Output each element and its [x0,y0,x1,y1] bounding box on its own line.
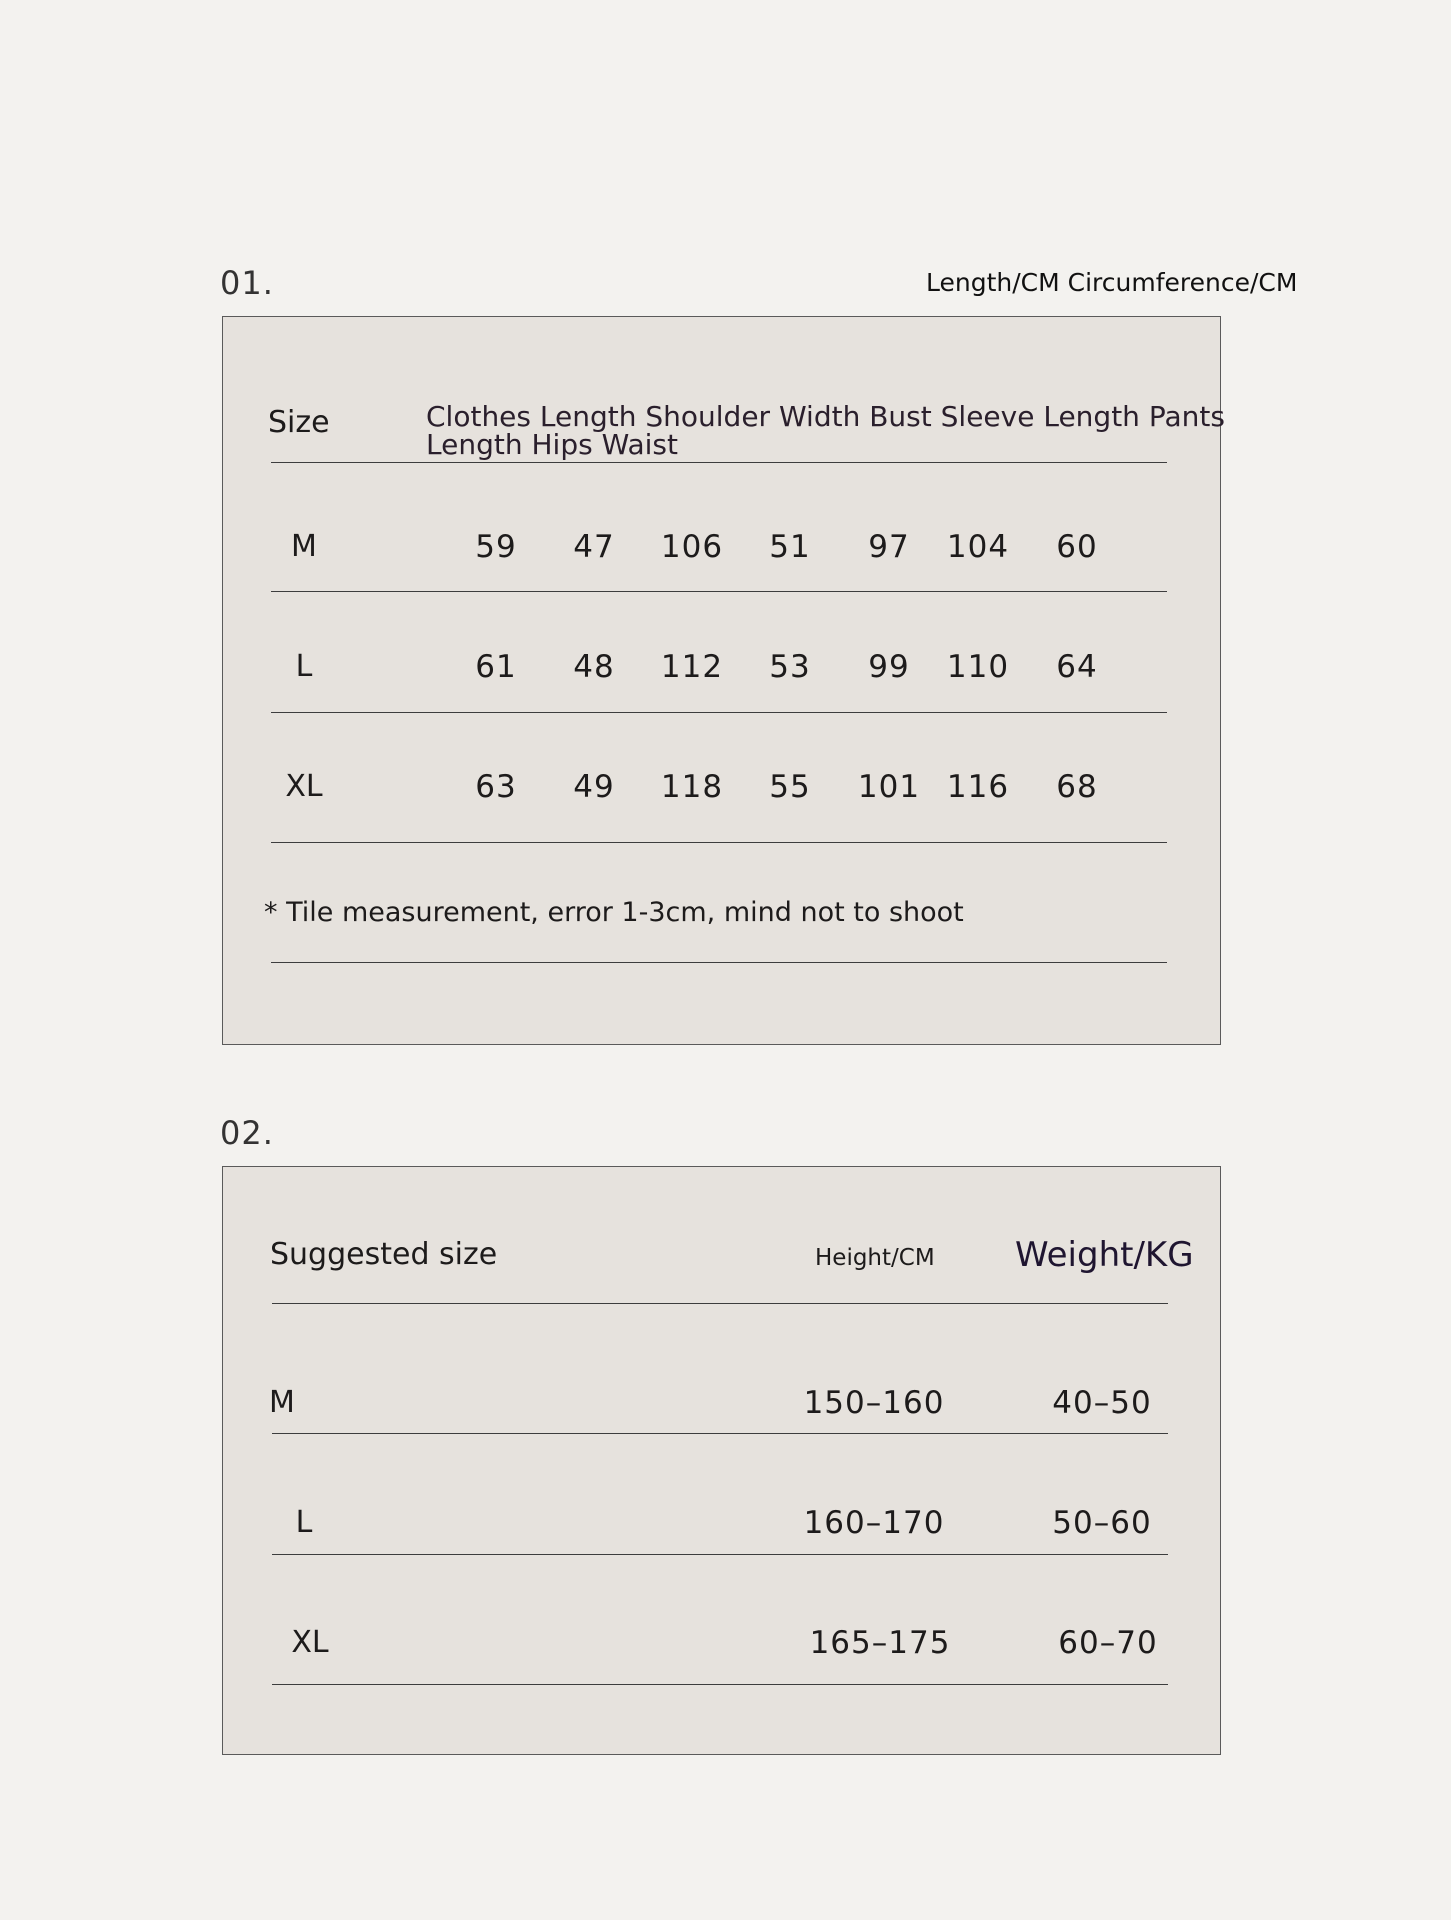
weight-header: Weight/KG [1015,1235,1194,1275]
xl-pants-length: 101 [857,769,921,805]
m-sleeve-length: 51 [769,529,811,565]
height-header: Height/CM [815,1245,935,1271]
size-header: Size [268,405,330,440]
l-weight-range: 50–60 [1052,1505,1152,1541]
l-height-range: 160–170 [803,1505,945,1541]
divider [272,1554,1168,1555]
l-pants-length: 99 [868,649,910,685]
suggested-size-header: Suggested size [270,1237,498,1272]
l-bust: 112 [660,649,724,685]
m-clothes-length: 59 [475,529,517,565]
l-sleeve-length: 53 [769,649,811,685]
divider [272,1303,1168,1304]
m-bust: 106 [660,529,724,565]
xl-bust: 118 [660,769,724,805]
measurement-note: * Tile measurement, error 1-3cm, mind not to shoot [264,897,964,928]
divider [272,1684,1168,1685]
l-hips: 110 [946,649,1010,685]
divider [272,1433,1168,1434]
divider [271,462,1167,463]
xl-height-range: 165–175 [809,1625,951,1661]
l-clothes-length: 61 [475,649,517,685]
divider [271,842,1167,843]
row-size-l: L [295,649,313,684]
section-1-number: 01. [220,264,274,302]
m-height-range: 150–160 [803,1385,945,1421]
suggested-row-size-l: L [295,1505,313,1540]
units-label: Length/CM Circumference/CM [926,268,1298,297]
divider [271,712,1167,713]
xl-shoulder-width: 49 [573,769,615,805]
divider [271,591,1167,592]
m-pants-length: 97 [868,529,910,565]
measurement-columns-header: Clothes Length Shoulder Width Bust Sleeve Length Pants Length Hips Waist [426,400,1225,461]
m-hips: 104 [946,529,1010,565]
section-2-number: 02. [220,1114,274,1152]
m-weight-range: 40–50 [1052,1385,1152,1421]
size-chart-panel [222,316,1225,1045]
row-size-m: M [291,529,317,564]
l-shoulder-width: 48 [573,649,615,685]
suggested-row-size-m: M [269,1385,295,1420]
suggested-size-panel [222,1166,1221,1755]
suggested-row-size-xl: XL [291,1625,329,1660]
xl-sleeve-length: 55 [769,769,811,805]
xl-waist: 68 [1056,769,1098,805]
row-size-xl: XL [285,769,323,804]
m-waist: 60 [1056,529,1098,565]
xl-hips: 116 [946,769,1010,805]
xl-clothes-length: 63 [475,769,517,805]
m-shoulder-width: 47 [573,529,615,565]
divider [271,962,1167,963]
xl-weight-range: 60–70 [1058,1625,1158,1661]
l-waist: 64 [1056,649,1098,685]
